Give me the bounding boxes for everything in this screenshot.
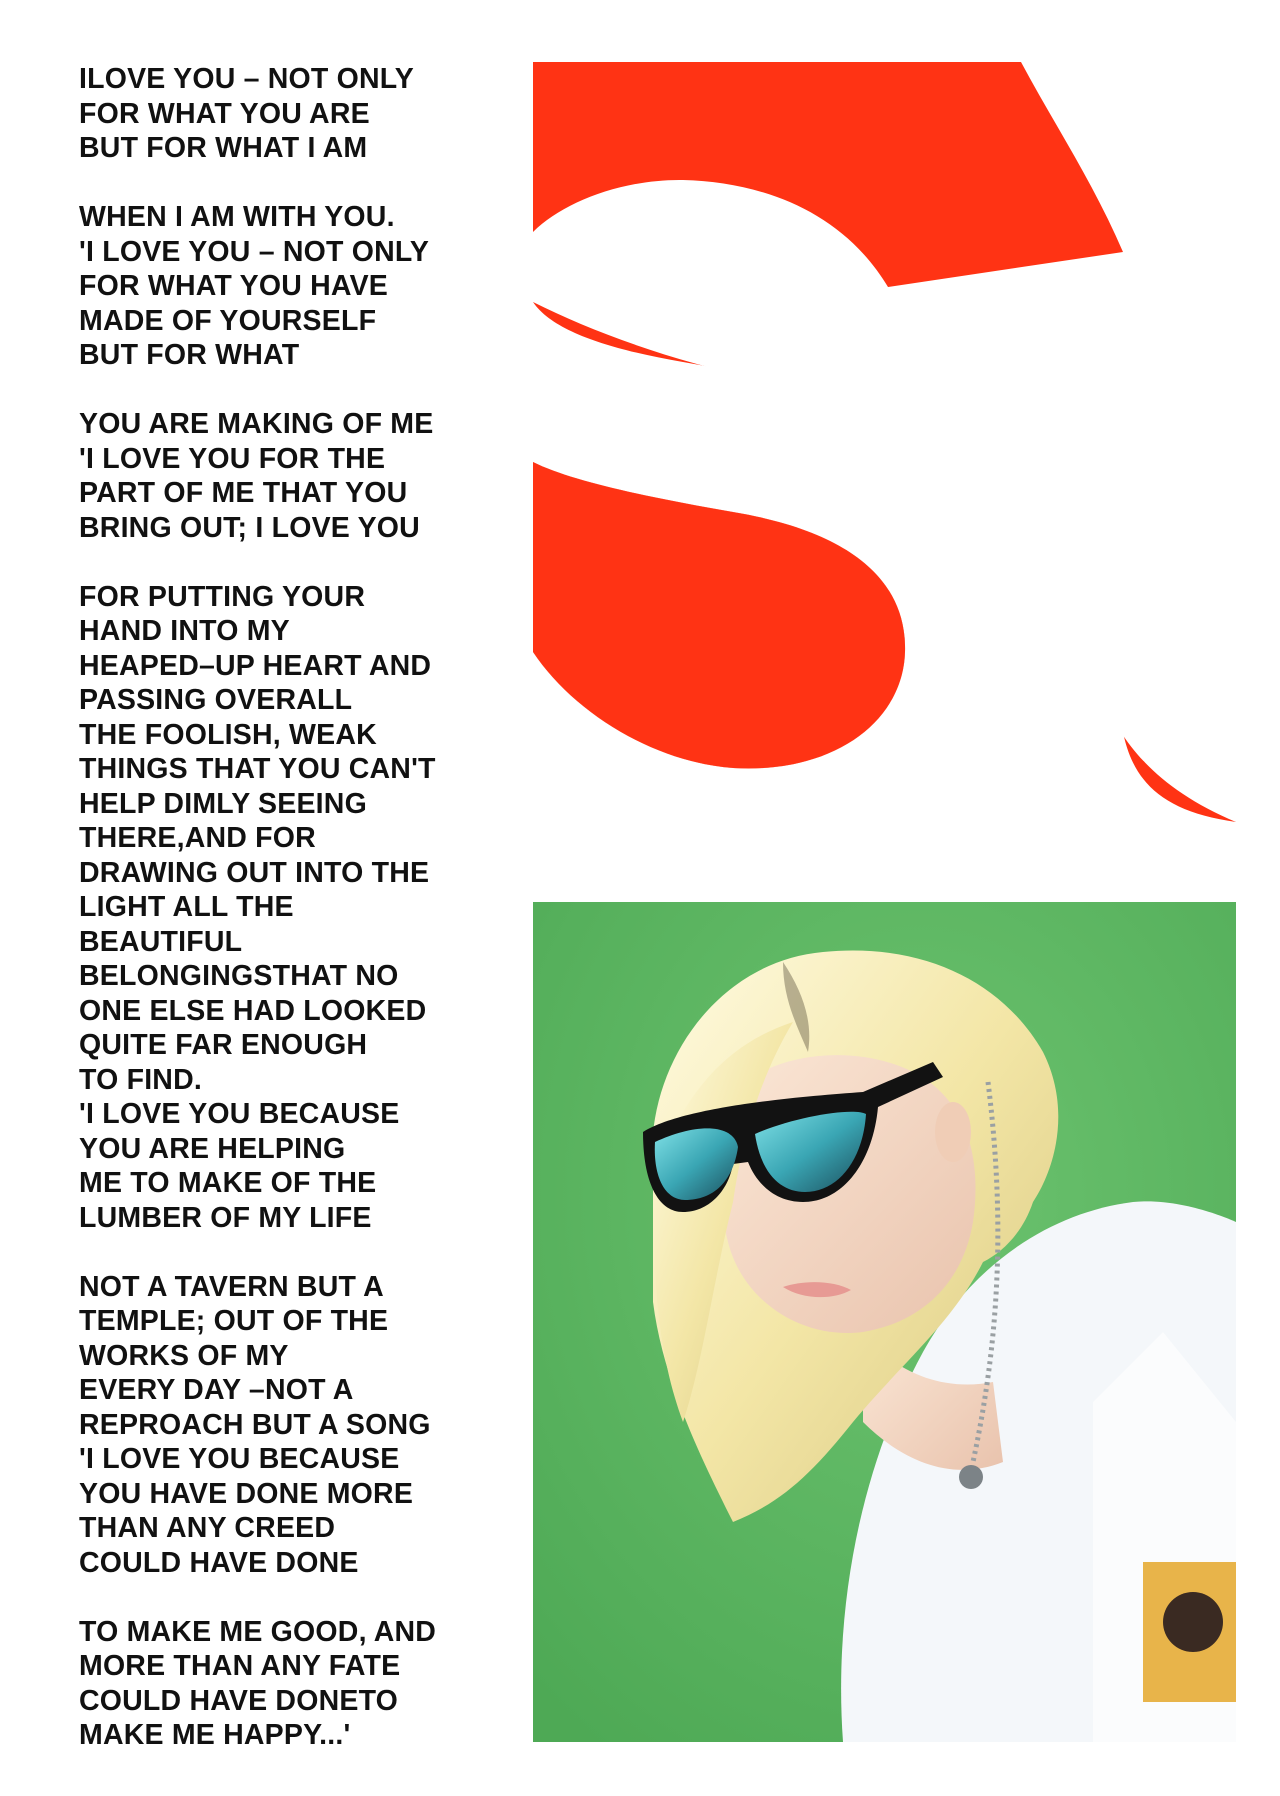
poem-line: BELONGINGSTHAT NO: [79, 960, 399, 992]
poem-line: YOU ARE MAKING OF ME: [79, 408, 434, 440]
poem-line: PASSING OVERALL: [79, 684, 353, 716]
poem-line: HELP DIMLY SEEING: [79, 787, 367, 820]
poem-line: YOU ARE HELPING: [79, 1132, 346, 1165]
poem-line: HAND INTO MY: [79, 615, 290, 647]
portrait-photo: [533, 902, 1236, 1742]
poem-line: NOT A TAVERN BUT A: [79, 1270, 384, 1303]
poem-line: BEAUTIFUL: [79, 925, 243, 958]
poem-line: ILOVE YOU – NOT ONLY: [79, 63, 414, 95]
poem-line: LUMBER OF MY LIFE: [79, 1201, 372, 1234]
poem-stanza: [79, 407, 479, 545]
poem-line: LIGHT ALL THE: [79, 891, 294, 923]
poem-line: REPROACH BUT A SONG: [79, 1408, 431, 1441]
poem-text: [79, 62, 479, 1753]
red-letter-s-graphic: [533, 62, 1236, 902]
poem-line: COULD HAVE DONE: [79, 1546, 359, 1579]
poem-line: MADE OF YOURSELF: [79, 304, 377, 337]
poem-line: TEMPLE; OUT OF THE: [79, 1305, 389, 1337]
poem-stanza: [79, 200, 479, 373]
poem-line: 'I LOVE YOU BECAUSE: [79, 1098, 400, 1130]
poem-line: ONE ELSE HAD LOOKED: [79, 994, 427, 1027]
poem-stanza: [79, 580, 479, 1236]
poem-line: COULD HAVE DONETO: [79, 1684, 399, 1717]
poem-line: ME TO MAKE OF THE: [79, 1167, 377, 1199]
poem-stanza: [79, 62, 479, 166]
poem-line: BRING OUT; I LOVE YOU: [79, 511, 420, 544]
photo-illustration: [533, 902, 1236, 1742]
poem-line: BUT FOR WHAT: [79, 339, 300, 371]
poem-line: TO FIND.: [79, 1063, 202, 1096]
poem-line: FOR WHAT YOU ARE: [79, 97, 370, 130]
poem-line: BUT FOR WHAT I AM: [79, 132, 368, 164]
poem-line: QUITE FAR ENOUGH: [79, 1029, 368, 1061]
poem-line: WHEN I AM WITH YOU.: [79, 201, 395, 233]
poem-line: 'I LOVE YOU BECAUSE: [79, 1443, 400, 1475]
poem-line: MORE THAN ANY FATE: [79, 1650, 401, 1682]
poem-line: YOU HAVE DONE MORE: [79, 1477, 414, 1510]
letter-s-shape: [533, 62, 1236, 902]
poem-line: HEAPED–UP HEART AND: [79, 649, 432, 682]
poem-stanza: [79, 1615, 479, 1753]
poem-line: FOR PUTTING YOUR: [79, 580, 366, 613]
poem-line: 'I LOVE YOU FOR THE: [79, 442, 386, 475]
poem-stanza: [79, 1270, 479, 1581]
poem-line: DRAWING OUT INTO THE: [79, 856, 430, 889]
poem-line: THINGS THAT YOU CAN'T: [79, 753, 436, 785]
poem-line: TO MAKE ME GOOD, AND: [79, 1615, 437, 1648]
poem-line: EVERY DAY –NOT A: [79, 1374, 354, 1406]
poem-line: WORKS OF MY: [79, 1339, 289, 1372]
poem-line: 'I LOVE YOU – NOT ONLY: [79, 235, 430, 268]
poem-line: MAKE ME HAPPY...': [79, 1719, 351, 1751]
poem-line: PART OF ME THAT YOU: [79, 477, 408, 509]
poem-line: THE FOOLISH, WEAK: [79, 718, 377, 751]
poem-line: THAN ANY CREED: [79, 1512, 336, 1544]
poem-line: FOR WHAT YOU HAVE: [79, 270, 388, 302]
poem-line: THERE,AND FOR: [79, 822, 316, 854]
